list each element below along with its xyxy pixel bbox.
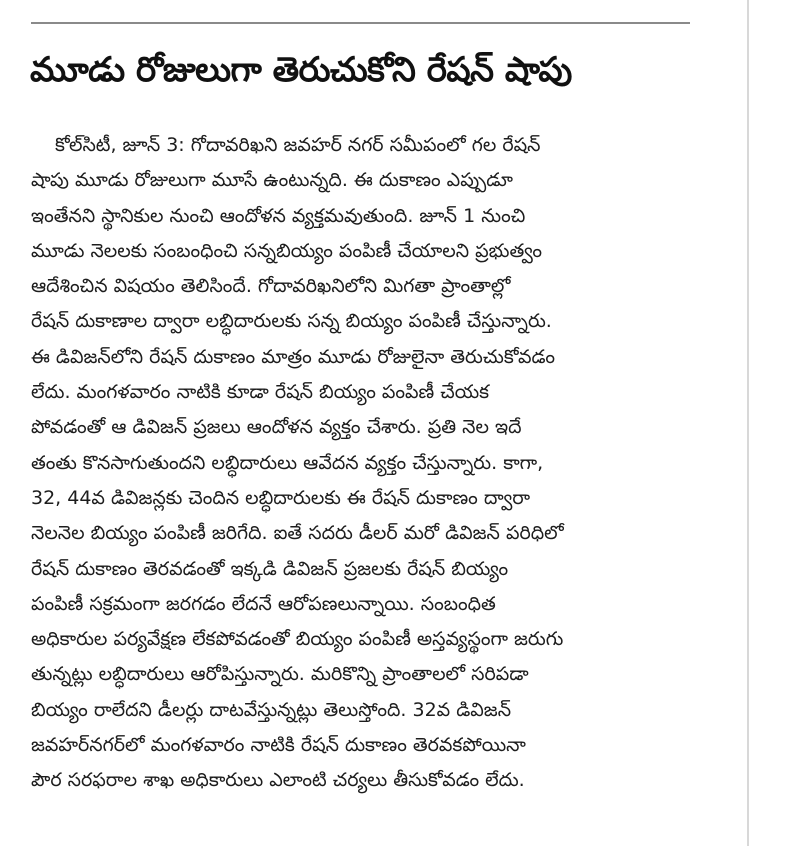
next-headline-cut bbox=[30, 818, 710, 846]
body-line: పోవడంతో ఆ డివిజన్ ప్రజలు ఆందోళన వ్యక్తం చేశారు. ప్రతి నెల ఇదే bbox=[31, 416, 522, 439]
body-line: బియ్యం రాలేదని డీలర్లు దాటవేస్తున్నట్లు తెలుస్తోంది. 32వ డివిజన్ bbox=[31, 698, 512, 721]
body-line: 32, 44వ డివిజన్లకు చెందిన లబ్ధిదారులకు ఈ రేషన్ దుకాణం ద్వారా bbox=[31, 486, 531, 509]
body-line: రేషన్ దుకాణం తెరవడంతో ఇక్కడి డివిజన్ ప్రజలకు రేషన్ బియ్యం bbox=[31, 557, 509, 580]
previous-article-text-cut bbox=[34, 0, 634, 4]
body-line: రేషన్ దుకాణాల ద్వారా లబ్ధిదారులకు సన్న బియ్యం పంపిణీ చేస్తున్నారు. bbox=[31, 310, 552, 333]
body-line: కోల్‌సిటీ, జూన్ 3: గోదావరిఖని జవహర్ నగర్ సమీపంలో గల రేషన్ bbox=[55, 134, 541, 156]
body-line: నెలనెల బియ్యం పంపిణీ జరిగేది. ఐతే సదరు డీలర్ మరో డివిజన్ పరిధిలో bbox=[31, 522, 564, 545]
body-line: షాపు మూడు రోజులుగా మూసే ఉంటున్నది. ఈ దుకాణం ఎప్పుడూ bbox=[31, 169, 513, 192]
body-line: జవహర్‌నగర్‌లో మంగళవారం నాటికి రేషన్ దుకాణం తెరవకపోయినా bbox=[31, 734, 526, 757]
body-line: ఇంతేనని స్థానికుల నుంచి ఆందోళన వ్యక్తమవుతుంది. జూన్ 1 నుంచి bbox=[31, 204, 526, 227]
body-line: ఈ డివిజన్‌లోని రేషన్ దుకాణం మాత్రం మూడు రోజులైనా తెరుచుకోవడం bbox=[31, 345, 555, 368]
body-line: ఆదేశించిన విషయం తెలిసిందే. గోదావరిఖనిలోని మిగతా ప్రాంతాల్లో bbox=[31, 275, 511, 298]
article-body bbox=[31, 128, 721, 799]
column-divider bbox=[747, 0, 749, 846]
body-line: పౌర సరఫరాల శాఖ అధికారులు ఎలాంటి చర్యలు తీసుకోవడం లేదు. bbox=[31, 769, 525, 792]
article-headline: మూడు రోజులుగా తెరుచుకోని రేషన్ షాపు bbox=[30, 50, 572, 90]
body-line: తున్నట్లు లబ్ధిదారులు ఆరోపిస్తున్నారు. మరికొన్ని ప్రాంతాలలో సరిపడా bbox=[31, 663, 529, 686]
body-line: మూడు నెలలకు సంబంధించి సన్నబియ్యం పంపిణీ చేయాలని ప్రభుత్వం bbox=[31, 239, 543, 262]
body-line: అధికారుల పర్యవేక్షణ లేకపోవడంతో బియ్యం పంపిణీ అస్తవ్యస్థంగా జరుగు bbox=[31, 628, 564, 651]
top-divider bbox=[31, 22, 690, 24]
body-line: తంతు కొనసాగుతుందని లబ్ధిదారులు ఆవేదన వ్యక్తం చేస్తున్నారు. కాగా, bbox=[31, 451, 544, 474]
body-line: లేదు. మంగళవారం నాటికి కూడా రేషన్ బియ్యం పంపిణీ చేయక bbox=[31, 381, 490, 404]
body-line: పంపిణీ సక్రమంగా జరగడం లేదనే ఆరోపణలున్నాయి. సంబంధిత bbox=[31, 592, 496, 615]
